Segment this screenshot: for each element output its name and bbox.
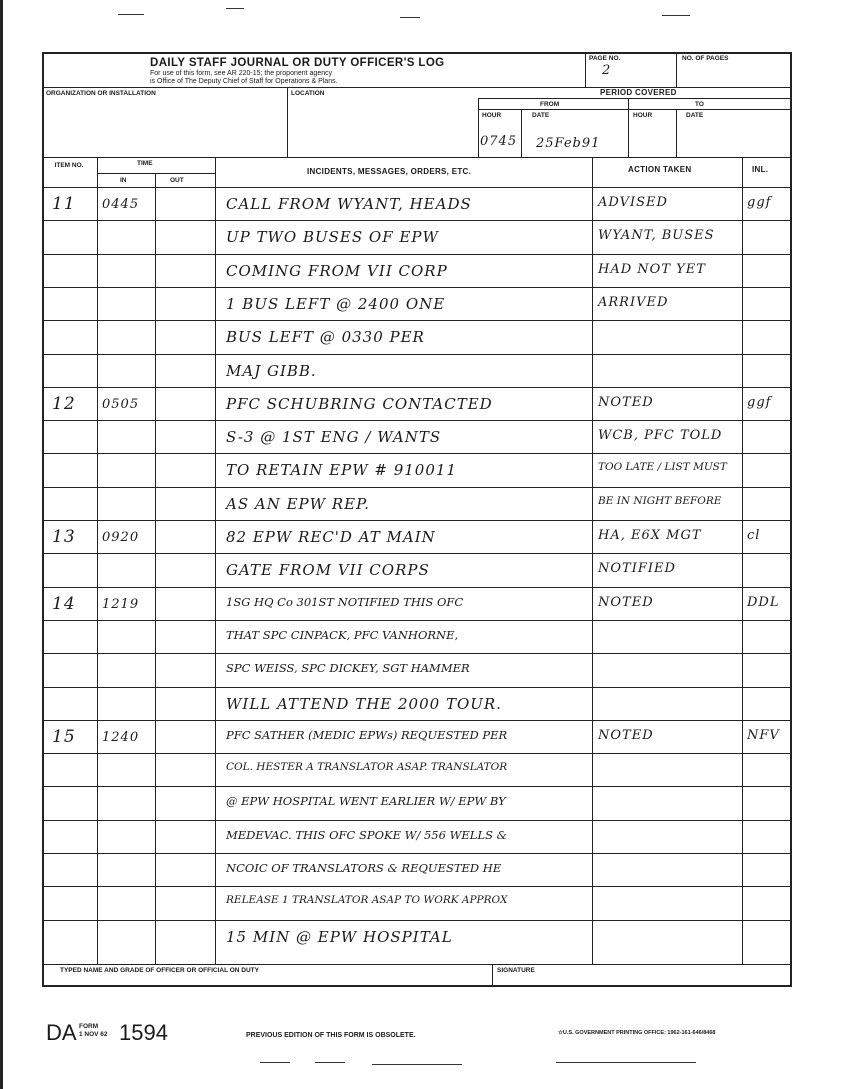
action-line: WCB, PFC TOLD	[598, 428, 723, 443]
action-line: ARRIVED	[598, 295, 669, 310]
incident-line: MEDEVAC. THIS OFC SPOKE W/ 556 WELLS &	[226, 828, 507, 842]
form-title: DAILY STAFF JOURNAL OR DUTY OFFICER'S LOG	[150, 57, 445, 69]
incident-line: AS AN EPW REP.	[226, 495, 370, 513]
row-rule	[42, 853, 792, 854]
incident-line: PFC SATHER (MEDIC EPWs) REQUESTED PER	[226, 728, 508, 742]
row-rule	[42, 886, 792, 887]
incident-line: NCOIC OF TRANSLATORS & REQUESTED HE	[226, 861, 502, 875]
scan-mark	[400, 17, 420, 18]
form-date: 1 NOV 62	[79, 1031, 108, 1038]
initials: ggf	[747, 195, 772, 210]
row-rule	[42, 587, 792, 588]
row-rule	[42, 453, 792, 454]
previous-edition-note: PREVIOUS EDITION OF THIS FORM IS OBSOLETE.	[246, 1032, 416, 1039]
action-line: WYANT, BUSES	[598, 228, 715, 243]
gpo-imprint: ☆U.S. GOVERNMENT PRINTING OFFICE: 1962-161-646/8468	[558, 1030, 716, 1036]
action-line: HAD NOT YET	[598, 262, 706, 277]
from-hour-label: HOUR	[482, 112, 502, 119]
item-number: 14	[52, 594, 76, 614]
action-line: NOTED	[598, 395, 654, 410]
item-number: 11	[52, 194, 76, 214]
incident-line: 1SG HQ Co 301ST NOTIFIED THIS OFC	[226, 595, 464, 609]
form-subtitle: is Office of The Deputy Chief of Staff for Operations & Plans.	[150, 78, 338, 85]
incident-line: S-3 @ 1ST ENG / WANTS	[226, 428, 442, 446]
scan-edge	[0, 0, 3, 1089]
row-rule	[42, 354, 792, 355]
time-in: 1240	[102, 730, 140, 745]
incident-line: RELEASE 1 TRANSLATOR ASAP TO WORK APPROX	[226, 894, 508, 906]
org-label: ORGANIZATION OR INSTALLATION	[46, 90, 156, 97]
action-line: NOTIFIED	[598, 561, 676, 576]
form-word: FORM	[79, 1023, 99, 1030]
col-item-no: ITEM NO.	[54, 162, 84, 169]
item-number: 13	[52, 527, 76, 547]
from-date-label: DATE	[532, 112, 550, 119]
form-number: 1594	[119, 1020, 168, 1045]
action-line: HA, E6X MGT	[598, 528, 702, 543]
row-rule	[42, 653, 792, 654]
incident-line: COMING FROM VII CORP	[226, 262, 448, 280]
scan-mark	[662, 15, 690, 16]
row-rule	[42, 620, 792, 621]
time-in: 1219	[102, 597, 140, 612]
location-label: LOCATION	[291, 90, 325, 97]
row-rule	[42, 786, 792, 787]
row-rule	[42, 820, 792, 821]
initials: cl	[747, 528, 761, 543]
initials: DDL	[747, 595, 780, 610]
col-action: ACTION TAKEN	[628, 165, 692, 174]
incident-line: SPC WEISS, SPC DICKEY, SGT HAMMER	[226, 661, 470, 675]
initials: ggf	[747, 395, 772, 410]
from-label: FROM	[540, 101, 560, 108]
row-rule	[42, 387, 792, 388]
incident-line: GATE FROM VII CORPS	[226, 561, 430, 579]
time-in: 0920	[102, 530, 140, 545]
incident-line: BUS LEFT @ 0330 PER	[226, 328, 425, 346]
action-line: NOTED	[598, 595, 654, 610]
incident-line: 82 EPW REC'D AT MAIN	[226, 528, 436, 546]
action-line: BE IN NIGHT BEFORE	[598, 495, 722, 507]
incident-line: PFC SCHUBRING CONTACTED	[226, 395, 493, 413]
row-rule	[42, 420, 792, 421]
row-rule	[42, 920, 792, 921]
from-date-value: 25Feb91	[536, 136, 601, 151]
incident-line: 15 MIN @ EPW HOSPITAL	[226, 928, 453, 946]
incident-line: CALL FROM WYANT, HEADS	[226, 195, 472, 213]
incident-line: WILL ATTEND THE 2000 TOUR.	[226, 695, 502, 713]
row-rule	[42, 720, 792, 721]
form-prefix: DA	[46, 1020, 77, 1045]
page-no-value: 2	[602, 63, 612, 78]
row-rule	[42, 254, 792, 255]
incident-line: THAT SPC CINPACK, PFC VANHORNE,	[226, 628, 459, 642]
col-initials: INL.	[752, 165, 769, 174]
scan-mark	[260, 1062, 290, 1063]
scan-mark	[372, 1064, 462, 1065]
page-no-label: PAGE NO.	[589, 55, 621, 62]
row-rule	[42, 753, 792, 754]
scan-mark	[556, 1062, 696, 1063]
scan-mark	[315, 1062, 345, 1063]
row-rule	[42, 520, 792, 521]
to-label: TO	[695, 101, 704, 108]
col-out: OUT	[170, 177, 184, 184]
row-rule	[42, 320, 792, 321]
row-rule	[42, 487, 792, 488]
scan-mark	[118, 14, 144, 15]
incident-line: @ EPW HOSPITAL WENT EARLIER W/ EPW BY	[226, 794, 506, 808]
form-subtitle: For use of this form, see AR 220-15; the proponent agency	[150, 70, 333, 77]
action-line: ADVISED	[598, 195, 668, 210]
signature-label: SIGNATURE	[497, 967, 535, 974]
time-in: 0505	[102, 397, 140, 412]
time-in: 0445	[102, 197, 140, 212]
row-rule	[42, 687, 792, 688]
incident-line: COL. HESTER A TRANSLATOR ASAP. TRANSLATOR	[226, 761, 508, 773]
initials: NFV	[747, 728, 780, 743]
col-incidents: INCIDENTS, MESSAGES, ORDERS, ETC.	[307, 167, 472, 176]
to-date-label: DATE	[686, 112, 704, 119]
from-hour-value: 0745	[480, 134, 518, 149]
col-in: IN	[120, 177, 127, 184]
no-of-pages-label: NO. OF PAGES	[682, 55, 729, 62]
typed-name-label: TYPED NAME AND GRADE OF OFFICER OR OFFICIAL ON DUTY	[60, 967, 259, 974]
incident-line: TO RETAIN EPW # 910011	[226, 461, 457, 479]
row-rule	[42, 553, 792, 554]
incident-line: UP TWO BUSES OF EPW	[226, 228, 439, 246]
row-rule	[42, 220, 792, 221]
item-number: 12	[52, 394, 76, 414]
scan-mark	[226, 8, 244, 9]
item-number: 15	[52, 727, 76, 747]
to-hour-label: HOUR	[633, 112, 653, 119]
action-line: TOO LATE / LIST MUST	[598, 461, 727, 473]
action-line: NOTED	[598, 728, 654, 743]
incident-line: 1 BUS LEFT @ 2400 ONE	[226, 295, 446, 313]
period-covered-label: PERIOD COVERED	[600, 88, 677, 97]
incident-line: MAJ GIBB.	[226, 362, 317, 380]
row-rule	[42, 287, 792, 288]
col-time: TIME	[137, 160, 153, 167]
